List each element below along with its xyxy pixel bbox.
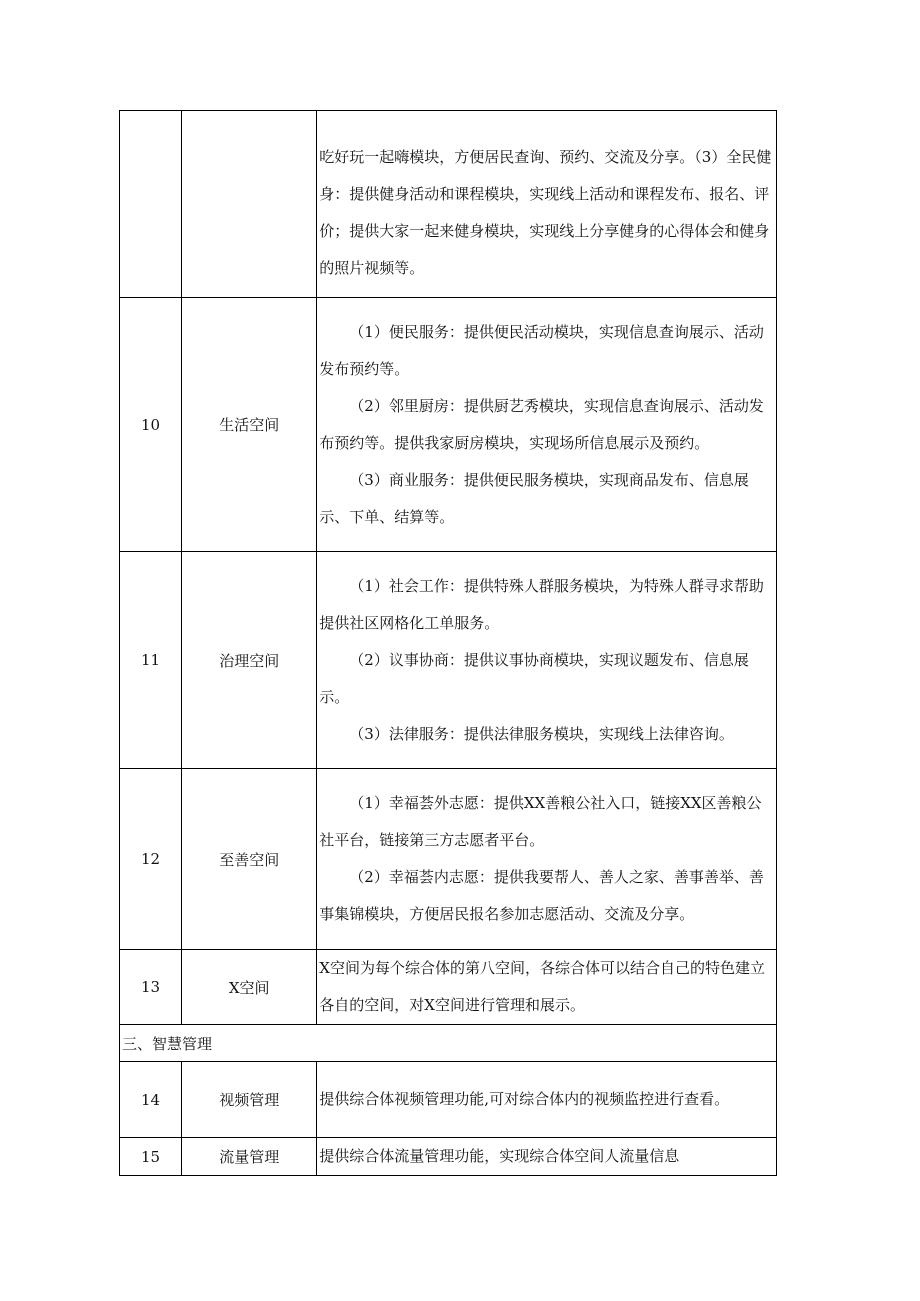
spec-table [119, 110, 777, 1176]
row-description [317, 111, 777, 298]
description-paragraph: （2）邻里厨房：提供厨艺秀模块，实现信息查询展示、活动发布预约等。提供我家厨房模块，实现场所信息展示及预约。 [319, 396, 764, 452]
description-paragraph: （2）议事协商：提供议事协商模块，实现议题发布、信息展示。 [319, 650, 749, 706]
table-row [120, 769, 777, 950]
description-paragraph: （1）幸福荟外志愿：提供XX善粮公社入口，链接XX区善粮公社平台，链接第三方志愿者平台。 [319, 794, 762, 849]
table-row [120, 111, 777, 298]
description-paragraph: （1）社会工作：提供特殊人群服务模块，为特殊人群寻求帮助提供社区网格化工单服务。 [319, 576, 764, 632]
row-description [317, 769, 777, 950]
description-paragraph: （3）商业服务：提供便民服务模块，实现商品发布、信息展示、下单、结算等。 [319, 470, 749, 526]
table-row [120, 950, 777, 1025]
row-description [317, 1062, 777, 1138]
section-row [120, 1025, 777, 1062]
table-row [120, 1138, 777, 1176]
row-description [317, 298, 777, 552]
row-name: 视频管理 [182, 1062, 317, 1138]
row-number: 15 [120, 1138, 182, 1176]
table-row [120, 552, 777, 769]
row-name: 治理空间 [182, 552, 317, 769]
description-paragraph: （2）幸福荟内志愿：提供我要帮人、善人之家、善事善举、善事集锦模块，方便居民报名参加志愿活动、交流及分享。 [319, 868, 764, 923]
row-number: 13 [120, 950, 182, 1025]
row-number: 14 [120, 1062, 182, 1138]
row-name: 至善空间 [182, 769, 317, 950]
table-row [120, 1062, 777, 1138]
table-row [120, 298, 777, 552]
row-name: 流量管理 [182, 1138, 317, 1176]
row-description [317, 552, 777, 769]
description-paragraph: 提供综合体流量管理功能，实现综合体空间人流量信息 [319, 1147, 680, 1165]
row-number: 10 [120, 298, 182, 552]
section-title: 三、智慧管理 [120, 1025, 777, 1062]
row-name [182, 111, 317, 298]
row-number [120, 111, 182, 298]
description-paragraph: X空间为每个综合体的第八空间，各综合体可以结合自己的特色建立各自的空间，对X空间进行管理和展示。 [319, 959, 765, 1014]
row-name: X空间 [182, 950, 317, 1025]
description-paragraph: （1）便民服务：提供便民活动模块，实现信息查询展示、活动发布预约等。 [319, 322, 764, 378]
description-paragraph: （3）法律服务：提供法律服务模块，实现线上法律咨询。 [349, 724, 734, 743]
row-name: 生活空间 [182, 298, 317, 552]
row-number: 11 [120, 552, 182, 769]
row-description [317, 1138, 777, 1176]
description-paragraph: 吃好玩一起嗨模块，方便居民查询、预约、交流及分享。（3）全民健身：提供健身活动和课程模块，实现线上活动和课程发布、报名、评价；提供大家一起来健身模块，实现线上分享健身的心得体会和健身的照片视频等。 [319, 148, 772, 277]
row-description [317, 950, 777, 1025]
description-paragraph: 提供综合体视频管理功能,可对综合体内的视频监控进行查看。 [319, 1090, 730, 1108]
row-number: 12 [120, 769, 182, 950]
